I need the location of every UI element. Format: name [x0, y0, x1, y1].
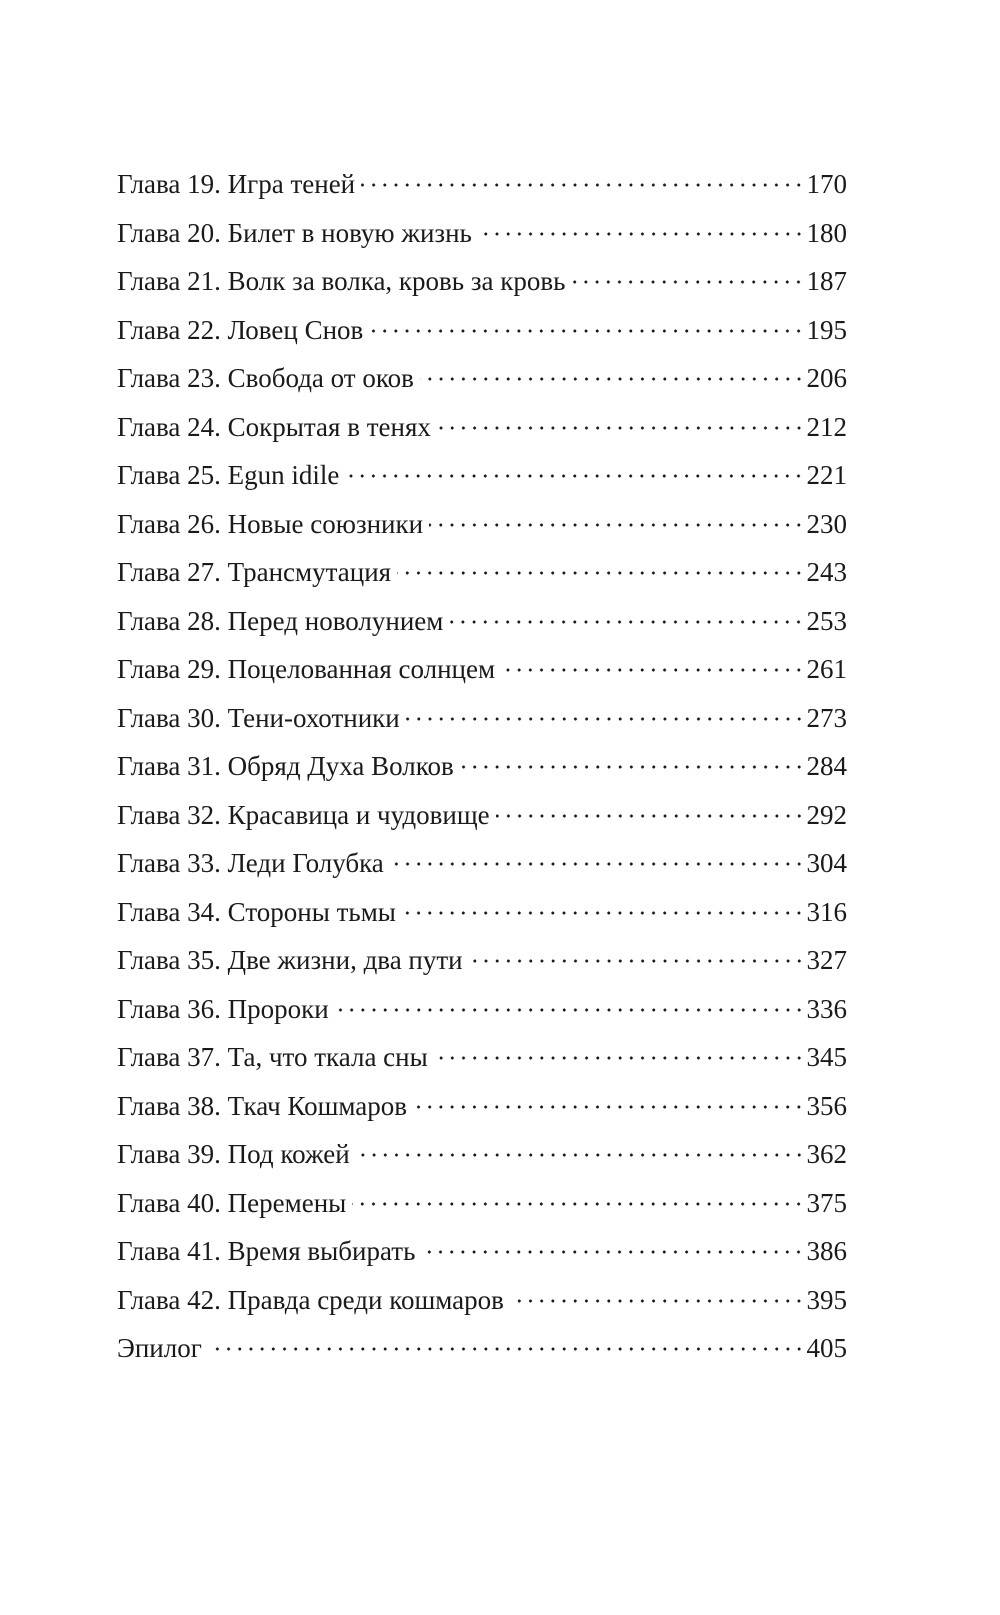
toc-entry-page: 230	[806, 508, 847, 539]
toc-entry[interactable]	[117, 1179, 847, 1228]
toc-entry-title: Глава 34. Стороны тьмы	[117, 896, 396, 927]
toc-entry[interactable]	[117, 791, 847, 840]
toc-entry-page: 304	[806, 848, 847, 878]
toc-entry[interactable]	[117, 1276, 847, 1325]
toc-entry[interactable]	[117, 548, 847, 597]
toc-entry-page: 253	[806, 605, 847, 636]
toc-entry-title: Глава 23. Свобода от оков	[117, 363, 414, 393]
toc-entry-page: 362	[806, 1139, 847, 1169]
toc-entry-page: 195	[806, 314, 847, 345]
toc-entry[interactable]	[117, 500, 847, 549]
toc-entry-page: 356	[806, 1090, 847, 1121]
toc-entry[interactable]	[117, 936, 847, 985]
toc-entry[interactable]	[117, 645, 847, 694]
toc-entry-title: Глава 42. Правда среди кошмаров	[117, 1284, 504, 1315]
toc-entry-page: 316	[806, 896, 847, 927]
toc-entry[interactable]	[117, 985, 847, 1034]
toc-entry-page: 405	[806, 1333, 847, 1363]
toc-entry-page: 327	[806, 945, 847, 975]
toc-entry-title: Глава 21. Волк за волка, кровь за кровь	[117, 266, 566, 296]
toc-entry-page: 336	[806, 993, 847, 1024]
toc-entry-page: 273	[806, 702, 847, 733]
toc-entry-title: Глава 20. Билет в новую жизнь	[117, 217, 472, 248]
toc-entry-page: 243	[806, 557, 847, 587]
toc-entry-page: 386	[806, 1236, 847, 1266]
dot-leader	[390, 862, 805, 866]
toc-entry[interactable]	[117, 160, 847, 209]
toc-entry[interactable]	[117, 1130, 847, 1179]
toc-entry-page: 261	[806, 654, 847, 684]
toc-entry-title: Глава 22. Ловец Снов	[117, 314, 364, 345]
dot-leader	[397, 571, 804, 575]
dot-leader	[402, 911, 805, 915]
toc-entry-title: Глава 36. Пророки	[117, 993, 329, 1024]
dot-leader	[478, 232, 805, 236]
toc-entry[interactable]	[117, 597, 847, 646]
toc-entry[interactable]	[117, 209, 847, 258]
dot-leader	[361, 183, 804, 187]
toc-entry-page: 395	[806, 1284, 847, 1315]
toc-entry-title: Глава 27. Трансмутация	[117, 557, 392, 587]
toc-entry[interactable]	[117, 839, 847, 888]
dot-leader	[496, 814, 805, 818]
toc-entry[interactable]	[117, 1324, 847, 1373]
toc-entry[interactable]	[117, 306, 847, 355]
toc-entry-title: Глава 29. Поцелованная солнцем	[117, 654, 496, 684]
toc-entry[interactable]	[117, 1033, 847, 1082]
toc-entry-title: Глава 24. Сокрытая в тенях	[117, 411, 431, 442]
toc-entry-page: 180	[806, 217, 847, 248]
dot-leader	[501, 668, 804, 672]
toc-entry-title: Глава 25. Egun idile	[117, 460, 340, 490]
toc-entry-title: Глава 40. Перемены	[117, 1187, 347, 1218]
dot-leader	[449, 620, 804, 624]
toc-entry-page: 375	[806, 1187, 847, 1218]
dot-leader	[437, 426, 805, 430]
dot-leader	[429, 523, 804, 527]
toc-entry-page: 187	[806, 266, 847, 296]
dot-leader	[420, 377, 805, 381]
dot-leader	[345, 474, 804, 478]
toc-entry[interactable]	[117, 694, 847, 743]
dot-leader	[356, 1153, 805, 1157]
toc-entry-title: Глава 19. Игра теней	[117, 169, 356, 199]
toc-entry-title: Эпилог	[117, 1333, 202, 1363]
toc-entry-title: Глава 30. Тени-охотники	[117, 702, 400, 733]
toc-entry-page: 292	[806, 799, 847, 830]
toc-entry[interactable]	[117, 403, 847, 452]
toc-entry-title: Глава 33. Леди Голубка	[117, 848, 384, 878]
dot-leader	[369, 329, 804, 333]
toc-entry-title: Глава 35. Две жизни, два пути	[117, 945, 463, 975]
dot-leader	[571, 280, 804, 284]
toc-entry-title: Глава 28. Перед новолунием	[117, 605, 444, 636]
toc-entry-page: 206	[806, 363, 847, 393]
toc-entry[interactable]	[117, 1227, 847, 1276]
toc-entry[interactable]	[117, 742, 847, 791]
toc-entry-page: 212	[806, 411, 847, 442]
toc-entry-title: Глава 31. Обряд Духа Волков	[117, 751, 454, 781]
dot-leader	[421, 1250, 804, 1254]
toc-entry-title: Глава 41. Время выбирать	[117, 1236, 416, 1266]
toc-entry[interactable]	[117, 1082, 847, 1131]
dot-leader	[352, 1202, 804, 1206]
dot-leader	[413, 1105, 804, 1109]
table-of-contents	[117, 160, 847, 1373]
dot-leader	[208, 1347, 805, 1351]
dot-leader	[406, 717, 805, 721]
toc-entry-title: Глава 37. Та, что ткала сны	[117, 1042, 428, 1072]
toc-entry-page: 221	[806, 460, 847, 490]
dot-leader	[434, 1056, 805, 1060]
toc-entry-title: Глава 32. Красавица и чудовище	[117, 799, 490, 830]
toc-entry-title: Глава 38. Ткач Кошмаров	[117, 1090, 408, 1121]
toc-entry-page: 284	[806, 751, 847, 781]
toc-entry-page: 170	[806, 169, 847, 199]
toc-entry[interactable]	[117, 257, 847, 306]
dot-leader	[460, 765, 805, 769]
toc-entry[interactable]	[117, 451, 847, 500]
toc-entry-title: Глава 26. Новые союзники	[117, 508, 424, 539]
toc-entry[interactable]	[117, 888, 847, 937]
dot-leader	[469, 959, 805, 963]
toc-entry-title: Глава 39. Под кожей	[117, 1139, 350, 1169]
toc-entry-page: 345	[806, 1042, 847, 1072]
dot-leader	[335, 1008, 805, 1012]
toc-entry[interactable]	[117, 354, 847, 403]
dot-leader	[510, 1299, 805, 1303]
